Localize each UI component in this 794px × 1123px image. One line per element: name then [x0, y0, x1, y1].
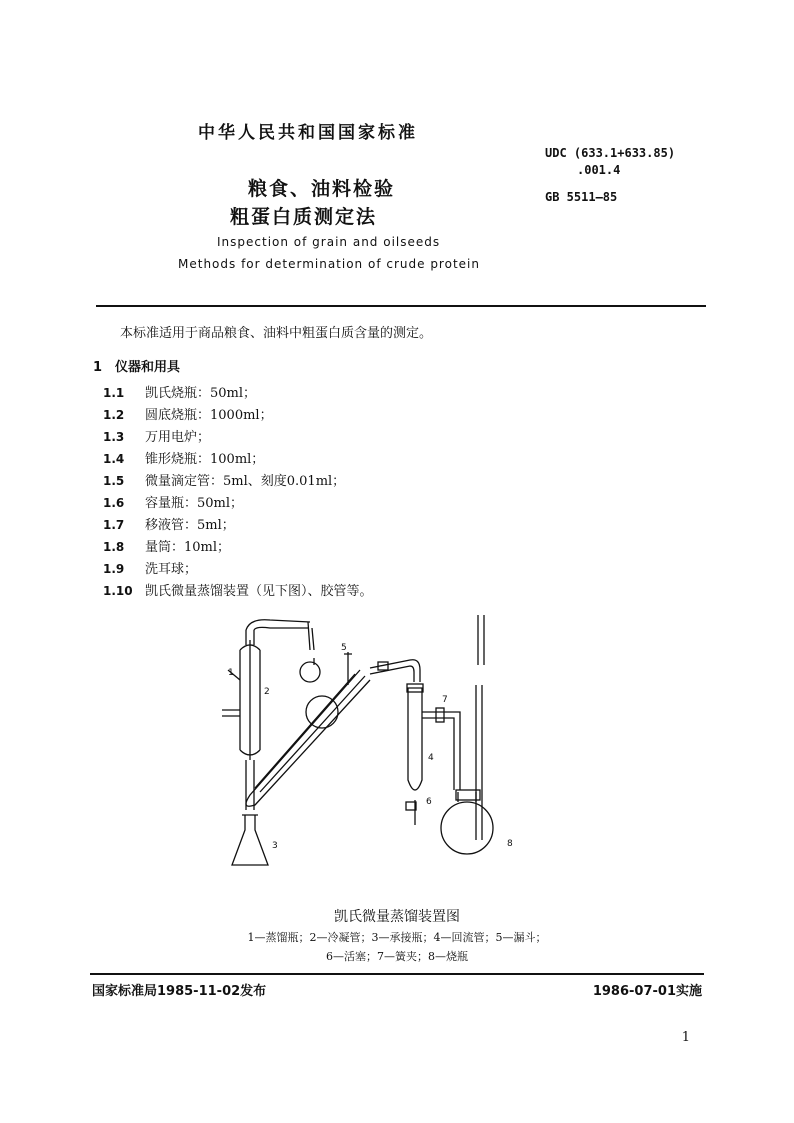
boiling-flask [441, 802, 493, 854]
title-en-line2: Methods for determination of crude protein [178, 257, 480, 271]
list-item [103, 580, 373, 602]
item-text: 凯氏烧瓶：50ml； [145, 386, 257, 401]
list-item [103, 448, 373, 470]
footer-divider [90, 973, 704, 975]
figure-legend-line2: 6—活塞；7—簧夹；8—烧瓶 [326, 950, 468, 963]
item-text: 圆底烧瓶：1000ml； [145, 408, 273, 423]
list-item [103, 536, 373, 558]
equipment-list [103, 382, 373, 602]
kjeldahl-apparatus-diagram [210, 610, 540, 870]
fig-label-5: 5 [341, 643, 347, 653]
list-item [103, 558, 373, 580]
item-number: 1.5 [103, 474, 125, 488]
list-item [103, 492, 373, 514]
section-title: 仪器和用具 [115, 360, 181, 375]
issue-date: 国家标准局1985-11-02发布 [92, 984, 267, 999]
list-item [103, 514, 373, 536]
page-number: 1 [681, 1030, 690, 1045]
item-text: 量筒：10ml； [145, 540, 231, 555]
receiving-flask [232, 815, 268, 865]
fig-label-1: 1 [228, 668, 234, 678]
section-heading [93, 356, 180, 375]
udc-code-line1: UDC (633.1+633.85) [545, 146, 676, 160]
figure-legend-line1: 1—蒸馏瓶；2—冷凝管；3—承接瓶；4—回流管；5—漏斗； [247, 931, 547, 944]
title-en-line1: Inspection of grain and oilseeds [217, 235, 441, 249]
item-text: 凯氏微量蒸馏装置（见下图）、胶管等。 [145, 584, 373, 599]
figure-caption: 凯氏微量蒸馏装置图 [334, 909, 460, 925]
item-number: 1.3 [103, 430, 125, 444]
item-number: 1.2 [103, 408, 125, 422]
item-number: 1.9 [103, 562, 125, 576]
intro-paragraph: 本标准适用于商品粮食、油料中粗蛋白质含量的测定。 [120, 326, 433, 341]
item-number: 1.7 [103, 518, 125, 532]
title-zh-line1: 粮食、油料检验 [248, 178, 396, 200]
header-divider [96, 305, 706, 307]
list-item [103, 382, 373, 404]
fig-label-4: 4 [428, 753, 434, 763]
item-number: 1.10 [103, 584, 133, 598]
fig-label-3: 3 [272, 841, 278, 851]
implementation-date: 1986-07-01实施 [592, 984, 702, 999]
fig-label-2: 2 [264, 687, 270, 697]
fig-label-6: 6 [426, 797, 432, 807]
item-text: 万用电炉； [145, 430, 211, 445]
list-item [103, 404, 373, 426]
item-text: 容量瓶：50ml； [145, 496, 244, 511]
item-number: 1.6 [103, 496, 125, 510]
item-number: 1.4 [103, 452, 125, 466]
item-number: 1.1 [103, 386, 125, 400]
udc-code-line2: .001.4 [577, 163, 621, 177]
gb-number: GB 5511—85 [545, 190, 618, 204]
item-number: 1.8 [103, 540, 125, 554]
item-text: 移液管：5ml； [145, 518, 235, 533]
section-number: 1 [93, 360, 103, 375]
reflux-tube [408, 688, 422, 790]
title-zh-line2: 粗蛋白质测定法 [230, 206, 378, 228]
fig-label-8: 8 [507, 839, 513, 849]
fig-label-7: 7 [442, 695, 448, 705]
item-text: 锥形烧瓶：100ml； [145, 452, 265, 467]
standard-title: 中华人民共和国国家标准 [198, 123, 418, 143]
item-text: 微量滴定管：5ml、刻度0.01ml； [145, 474, 346, 489]
list-item [103, 470, 373, 492]
list-item [103, 426, 373, 448]
item-text: 洗耳球； [145, 562, 198, 577]
